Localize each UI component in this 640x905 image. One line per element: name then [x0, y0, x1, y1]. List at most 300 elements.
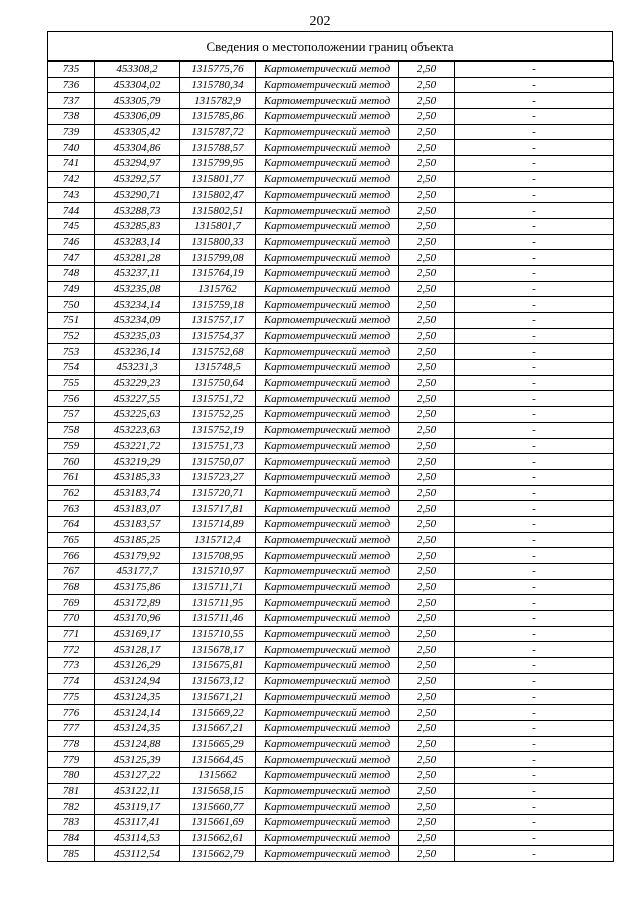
- x-coordinate-cell: 453117,41: [95, 815, 180, 831]
- table-row: [48, 548, 614, 564]
- table-row: [48, 564, 614, 580]
- x-coordinate-cell: 453183,74: [95, 485, 180, 501]
- accuracy-cell: 2,50: [399, 736, 455, 752]
- accuracy-cell: 2,50: [399, 438, 455, 454]
- y-coordinate-cell: 1315750,64: [180, 375, 256, 391]
- point-number-cell: 741: [48, 156, 95, 172]
- method-cell: Картометрический метод: [256, 281, 399, 297]
- method-cell: Картометрический метод: [256, 673, 399, 689]
- x-coordinate-cell: 453172,89: [95, 595, 180, 611]
- x-coordinate-cell: 453179,92: [95, 548, 180, 564]
- accuracy-cell: 2,50: [399, 297, 455, 313]
- x-coordinate-cell: 453219,29: [95, 454, 180, 470]
- table-row: [48, 297, 614, 313]
- y-coordinate-cell: 1315802,47: [180, 187, 256, 203]
- point-number-cell: 743: [48, 187, 95, 203]
- point-number-cell: 783: [48, 815, 95, 831]
- description-cell: -: [455, 485, 614, 501]
- description-cell: -: [455, 203, 614, 219]
- point-number-cell: 753: [48, 344, 95, 360]
- point-number-cell: 737: [48, 93, 95, 109]
- point-number-cell: 769: [48, 595, 95, 611]
- method-cell: Картометрический метод: [256, 93, 399, 109]
- table-row: [48, 313, 614, 329]
- y-coordinate-cell: 1315788,57: [180, 140, 256, 156]
- table-row: [48, 501, 614, 517]
- accuracy-cell: 2,50: [399, 124, 455, 140]
- x-coordinate-cell: 453124,94: [95, 673, 180, 689]
- table-row: [48, 516, 614, 532]
- y-coordinate-cell: 1315764,19: [180, 265, 256, 281]
- x-coordinate-cell: 453227,55: [95, 391, 180, 407]
- x-coordinate-cell: 453306,09: [95, 109, 180, 125]
- y-coordinate-cell: 1315660,77: [180, 799, 256, 815]
- y-coordinate-cell: 1315710,55: [180, 626, 256, 642]
- description-cell: -: [455, 783, 614, 799]
- accuracy-cell: 2,50: [399, 846, 455, 862]
- table-row: [48, 171, 614, 187]
- x-coordinate-cell: 453124,88: [95, 736, 180, 752]
- accuracy-cell: 2,50: [399, 422, 455, 438]
- x-coordinate-cell: 453183,57: [95, 516, 180, 532]
- point-number-cell: 759: [48, 438, 95, 454]
- method-cell: Картометрический метод: [256, 328, 399, 344]
- accuracy-cell: 2,50: [399, 579, 455, 595]
- method-cell: Картометрический метод: [256, 830, 399, 846]
- method-cell: Картометрический метод: [256, 595, 399, 611]
- method-cell: Картометрический метод: [256, 705, 399, 721]
- point-number-cell: 735: [48, 62, 95, 78]
- table-row: [48, 250, 614, 266]
- x-coordinate-cell: 453124,35: [95, 689, 180, 705]
- table-row: [48, 438, 614, 454]
- description-cell: -: [455, 736, 614, 752]
- accuracy-cell: 2,50: [399, 140, 455, 156]
- point-number-cell: 736: [48, 77, 95, 93]
- point-number-cell: 754: [48, 360, 95, 376]
- point-number-cell: 765: [48, 532, 95, 548]
- description-cell: -: [455, 579, 614, 595]
- table-row: [48, 218, 614, 234]
- table-row: [48, 783, 614, 799]
- description-cell: -: [455, 642, 614, 658]
- point-number-cell: 774: [48, 673, 95, 689]
- x-coordinate-cell: 453177,7: [95, 564, 180, 580]
- description-cell: -: [455, 438, 614, 454]
- point-number-cell: 776: [48, 705, 95, 721]
- table-row: [48, 93, 614, 109]
- table-row: [48, 469, 614, 485]
- accuracy-cell: 2,50: [399, 187, 455, 203]
- point-number-cell: 777: [48, 720, 95, 736]
- x-coordinate-cell: 453305,42: [95, 124, 180, 140]
- description-cell: -: [455, 77, 614, 93]
- description-cell: -: [455, 422, 614, 438]
- x-coordinate-cell: 453124,35: [95, 720, 180, 736]
- table-row: [48, 391, 614, 407]
- y-coordinate-cell: 1315720,71: [180, 485, 256, 501]
- y-coordinate-cell: 1315664,45: [180, 752, 256, 768]
- table-row: [48, 815, 614, 831]
- y-coordinate-cell: 1315799,95: [180, 156, 256, 172]
- table-header-title: Сведения о местоположении границ объекта: [47, 31, 613, 61]
- method-cell: Картометрический метод: [256, 360, 399, 376]
- x-coordinate-cell: 453112,54: [95, 846, 180, 862]
- method-cell: Картометрический метод: [256, 156, 399, 172]
- accuracy-cell: 2,50: [399, 595, 455, 611]
- y-coordinate-cell: 1315723,27: [180, 469, 256, 485]
- method-cell: Картометрический метод: [256, 234, 399, 250]
- method-cell: Картометрический метод: [256, 297, 399, 313]
- accuracy-cell: 2,50: [399, 171, 455, 187]
- method-cell: Картометрический метод: [256, 720, 399, 736]
- description-cell: -: [455, 720, 614, 736]
- table-row: [48, 375, 614, 391]
- method-cell: Картометрический метод: [256, 203, 399, 219]
- accuracy-cell: 2,50: [399, 642, 455, 658]
- x-coordinate-cell: 453185,25: [95, 532, 180, 548]
- table-row: [48, 767, 614, 783]
- x-coordinate-cell: 453127,22: [95, 767, 180, 783]
- point-number-cell: 738: [48, 109, 95, 125]
- table-row: [48, 595, 614, 611]
- description-cell: -: [455, 375, 614, 391]
- x-coordinate-cell: 453128,17: [95, 642, 180, 658]
- method-cell: Картометрический метод: [256, 532, 399, 548]
- method-cell: Картометрический метод: [256, 344, 399, 360]
- point-number-cell: 768: [48, 579, 95, 595]
- x-coordinate-cell: 453185,33: [95, 469, 180, 485]
- point-number-cell: 772: [48, 642, 95, 658]
- description-cell: -: [455, 234, 614, 250]
- x-coordinate-cell: 453231,3: [95, 360, 180, 376]
- description-cell: -: [455, 501, 614, 517]
- description-cell: -: [455, 62, 614, 78]
- x-coordinate-cell: 453294,97: [95, 156, 180, 172]
- method-cell: Картометрический метод: [256, 626, 399, 642]
- y-coordinate-cell: 1315801,77: [180, 171, 256, 187]
- method-cell: Картометрический метод: [256, 799, 399, 815]
- y-coordinate-cell: 1315667,21: [180, 720, 256, 736]
- table-row: [48, 328, 614, 344]
- y-coordinate-cell: 1315711,46: [180, 611, 256, 627]
- point-number-cell: 766: [48, 548, 95, 564]
- point-number-cell: 744: [48, 203, 95, 219]
- accuracy-cell: 2,50: [399, 93, 455, 109]
- method-cell: Картометрический метод: [256, 62, 399, 78]
- accuracy-cell: 2,50: [399, 720, 455, 736]
- accuracy-cell: 2,50: [399, 532, 455, 548]
- description-cell: -: [455, 830, 614, 846]
- description-cell: -: [455, 187, 614, 203]
- table-row: [48, 485, 614, 501]
- y-coordinate-cell: 1315762: [180, 281, 256, 297]
- accuracy-cell: 2,50: [399, 407, 455, 423]
- point-number-cell: 771: [48, 626, 95, 642]
- description-cell: -: [455, 407, 614, 423]
- method-cell: Картометрический метод: [256, 313, 399, 329]
- accuracy-cell: 2,50: [399, 611, 455, 627]
- point-number-cell: 762: [48, 485, 95, 501]
- x-coordinate-cell: 453183,07: [95, 501, 180, 517]
- table-row: [48, 626, 614, 642]
- description-cell: -: [455, 658, 614, 674]
- table-row: [48, 124, 614, 140]
- y-coordinate-cell: 1315750,07: [180, 454, 256, 470]
- y-coordinate-cell: 1315748,5: [180, 360, 256, 376]
- y-coordinate-cell: 1315662: [180, 767, 256, 783]
- x-coordinate-cell: 453283,14: [95, 234, 180, 250]
- method-cell: Картометрический метод: [256, 171, 399, 187]
- accuracy-cell: 2,50: [399, 783, 455, 799]
- x-coordinate-cell: 453122,11: [95, 783, 180, 799]
- table-row: [48, 830, 614, 846]
- point-number-cell: 780: [48, 767, 95, 783]
- y-coordinate-cell: 1315775,76: [180, 62, 256, 78]
- method-cell: Картометрический метод: [256, 767, 399, 783]
- method-cell: Картометрический метод: [256, 469, 399, 485]
- accuracy-cell: 2,50: [399, 564, 455, 580]
- y-coordinate-cell: 1315673,12: [180, 673, 256, 689]
- table-row: [48, 705, 614, 721]
- description-cell: -: [455, 124, 614, 140]
- accuracy-cell: 2,50: [399, 454, 455, 470]
- y-coordinate-cell: 1315754,37: [180, 328, 256, 344]
- point-number-cell: 784: [48, 830, 95, 846]
- description-cell: -: [455, 328, 614, 344]
- point-number-cell: 745: [48, 218, 95, 234]
- description-cell: -: [455, 454, 614, 470]
- point-number-cell: 763: [48, 501, 95, 517]
- description-cell: -: [455, 752, 614, 768]
- accuracy-cell: 2,50: [399, 767, 455, 783]
- accuracy-cell: 2,50: [399, 752, 455, 768]
- boundary-table-block: [47, 31, 613, 862]
- table-row: [48, 736, 614, 752]
- accuracy-cell: 2,50: [399, 375, 455, 391]
- accuracy-cell: 2,50: [399, 626, 455, 642]
- method-cell: Картометрический метод: [256, 391, 399, 407]
- x-coordinate-cell: 453281,28: [95, 250, 180, 266]
- description-cell: -: [455, 548, 614, 564]
- x-coordinate-cell: 453234,14: [95, 297, 180, 313]
- point-number-cell: 749: [48, 281, 95, 297]
- method-cell: Картометрический метод: [256, 815, 399, 831]
- method-cell: Картометрический метод: [256, 485, 399, 501]
- accuracy-cell: 2,50: [399, 391, 455, 407]
- method-cell: Картометрический метод: [256, 689, 399, 705]
- table-row: [48, 642, 614, 658]
- table-row: [48, 689, 614, 705]
- description-cell: -: [455, 281, 614, 297]
- y-coordinate-cell: 1315787,72: [180, 124, 256, 140]
- y-coordinate-cell: 1315665,29: [180, 736, 256, 752]
- x-coordinate-cell: 453234,09: [95, 313, 180, 329]
- description-cell: -: [455, 799, 614, 815]
- y-coordinate-cell: 1315711,71: [180, 579, 256, 595]
- method-cell: Картометрический метод: [256, 124, 399, 140]
- y-coordinate-cell: 1315662,61: [180, 830, 256, 846]
- y-coordinate-cell: 1315752,19: [180, 422, 256, 438]
- point-number-cell: 767: [48, 564, 95, 580]
- method-cell: Картометрический метод: [256, 109, 399, 125]
- y-coordinate-cell: 1315785,86: [180, 109, 256, 125]
- accuracy-cell: 2,50: [399, 234, 455, 250]
- y-coordinate-cell: 1315802,51: [180, 203, 256, 219]
- y-coordinate-cell: 1315757,17: [180, 313, 256, 329]
- x-coordinate-cell: 453119,17: [95, 799, 180, 815]
- x-coordinate-cell: 453225,63: [95, 407, 180, 423]
- y-coordinate-cell: 1315759,18: [180, 297, 256, 313]
- x-coordinate-cell: 453169,17: [95, 626, 180, 642]
- accuracy-cell: 2,50: [399, 658, 455, 674]
- y-coordinate-cell: 1315800,33: [180, 234, 256, 250]
- y-coordinate-cell: 1315752,68: [180, 344, 256, 360]
- description-cell: -: [455, 516, 614, 532]
- method-cell: Картометрический метод: [256, 265, 399, 281]
- y-coordinate-cell: 1315675,81: [180, 658, 256, 674]
- description-cell: -: [455, 595, 614, 611]
- description-cell: -: [455, 767, 614, 783]
- description-cell: -: [455, 297, 614, 313]
- table-row: [48, 658, 614, 674]
- table-row: [48, 187, 614, 203]
- x-coordinate-cell: 453114,53: [95, 830, 180, 846]
- description-cell: -: [455, 360, 614, 376]
- accuracy-cell: 2,50: [399, 516, 455, 532]
- table-row: [48, 140, 614, 156]
- accuracy-cell: 2,50: [399, 815, 455, 831]
- description-cell: -: [455, 611, 614, 627]
- point-number-cell: 758: [48, 422, 95, 438]
- point-number-cell: 757: [48, 407, 95, 423]
- point-number-cell: 742: [48, 171, 95, 187]
- x-coordinate-cell: 453288,73: [95, 203, 180, 219]
- y-coordinate-cell: 1315717,81: [180, 501, 256, 517]
- accuracy-cell: 2,50: [399, 705, 455, 721]
- point-number-cell: 773: [48, 658, 95, 674]
- method-cell: Картометрический метод: [256, 501, 399, 517]
- accuracy-cell: 2,50: [399, 485, 455, 501]
- table-row: [48, 846, 614, 862]
- point-number-cell: 740: [48, 140, 95, 156]
- table-row: [48, 611, 614, 627]
- accuracy-cell: 2,50: [399, 830, 455, 846]
- method-cell: Картометрический метод: [256, 548, 399, 564]
- page-number: 202: [309, 14, 331, 29]
- coordinates-table-body: [48, 62, 614, 862]
- point-number-cell: 739: [48, 124, 95, 140]
- accuracy-cell: 2,50: [399, 673, 455, 689]
- method-cell: Картометрический метод: [256, 752, 399, 768]
- y-coordinate-cell: 1315678,17: [180, 642, 256, 658]
- point-number-cell: 746: [48, 234, 95, 250]
- table-row: [48, 454, 614, 470]
- y-coordinate-cell: 1315780,34: [180, 77, 256, 93]
- method-cell: Картометрический метод: [256, 736, 399, 752]
- coordinates-table: [47, 61, 614, 862]
- description-cell: -: [455, 689, 614, 705]
- y-coordinate-cell: 1315712,4: [180, 532, 256, 548]
- method-cell: Картометрический метод: [256, 140, 399, 156]
- table-row: [48, 281, 614, 297]
- x-coordinate-cell: 453292,57: [95, 171, 180, 187]
- x-coordinate-cell: 453125,39: [95, 752, 180, 768]
- accuracy-cell: 2,50: [399, 689, 455, 705]
- method-cell: Картометрический метод: [256, 846, 399, 862]
- method-cell: Картометрический метод: [256, 658, 399, 674]
- table-row: [48, 579, 614, 595]
- description-cell: -: [455, 344, 614, 360]
- point-number-cell: 782: [48, 799, 95, 815]
- table-row: [48, 109, 614, 125]
- x-coordinate-cell: 453235,08: [95, 281, 180, 297]
- x-coordinate-cell: 453124,14: [95, 705, 180, 721]
- description-cell: -: [455, 626, 614, 642]
- method-cell: Картометрический метод: [256, 642, 399, 658]
- point-number-cell: 779: [48, 752, 95, 768]
- accuracy-cell: 2,50: [399, 62, 455, 78]
- x-coordinate-cell: 453305,79: [95, 93, 180, 109]
- table-row: [48, 532, 614, 548]
- point-number-cell: 778: [48, 736, 95, 752]
- y-coordinate-cell: 1315751,73: [180, 438, 256, 454]
- method-cell: Картометрический метод: [256, 438, 399, 454]
- description-cell: -: [455, 469, 614, 485]
- description-cell: -: [455, 532, 614, 548]
- x-coordinate-cell: 453170,96: [95, 611, 180, 627]
- description-cell: -: [455, 171, 614, 187]
- y-coordinate-cell: 1315708,95: [180, 548, 256, 564]
- table-row: [48, 156, 614, 172]
- table-row: [48, 203, 614, 219]
- table-row: [48, 407, 614, 423]
- description-cell: -: [455, 156, 614, 172]
- description-cell: -: [455, 250, 614, 266]
- point-number-cell: 781: [48, 783, 95, 799]
- x-coordinate-cell: 453236,14: [95, 344, 180, 360]
- point-number-cell: 761: [48, 469, 95, 485]
- point-number-cell: 752: [48, 328, 95, 344]
- description-cell: -: [455, 391, 614, 407]
- point-number-cell: 770: [48, 611, 95, 627]
- y-coordinate-cell: 1315782,9: [180, 93, 256, 109]
- y-coordinate-cell: 1315671,21: [180, 689, 256, 705]
- point-number-cell: 760: [48, 454, 95, 470]
- x-coordinate-cell: 453175,86: [95, 579, 180, 595]
- description-cell: -: [455, 564, 614, 580]
- table-row: [48, 720, 614, 736]
- accuracy-cell: 2,50: [399, 109, 455, 125]
- y-coordinate-cell: 1315658,15: [180, 783, 256, 799]
- method-cell: Картометрический метод: [256, 422, 399, 438]
- point-number-cell: 748: [48, 265, 95, 281]
- accuracy-cell: 2,50: [399, 469, 455, 485]
- description-cell: -: [455, 218, 614, 234]
- accuracy-cell: 2,50: [399, 360, 455, 376]
- accuracy-cell: 2,50: [399, 799, 455, 815]
- accuracy-cell: 2,50: [399, 77, 455, 93]
- method-cell: Картометрический метод: [256, 564, 399, 580]
- table-row: [48, 77, 614, 93]
- description-cell: -: [455, 673, 614, 689]
- y-coordinate-cell: 1315801,7: [180, 218, 256, 234]
- accuracy-cell: 2,50: [399, 203, 455, 219]
- accuracy-cell: 2,50: [399, 344, 455, 360]
- method-cell: Картометрический метод: [256, 611, 399, 627]
- description-cell: -: [455, 140, 614, 156]
- x-coordinate-cell: 453304,86: [95, 140, 180, 156]
